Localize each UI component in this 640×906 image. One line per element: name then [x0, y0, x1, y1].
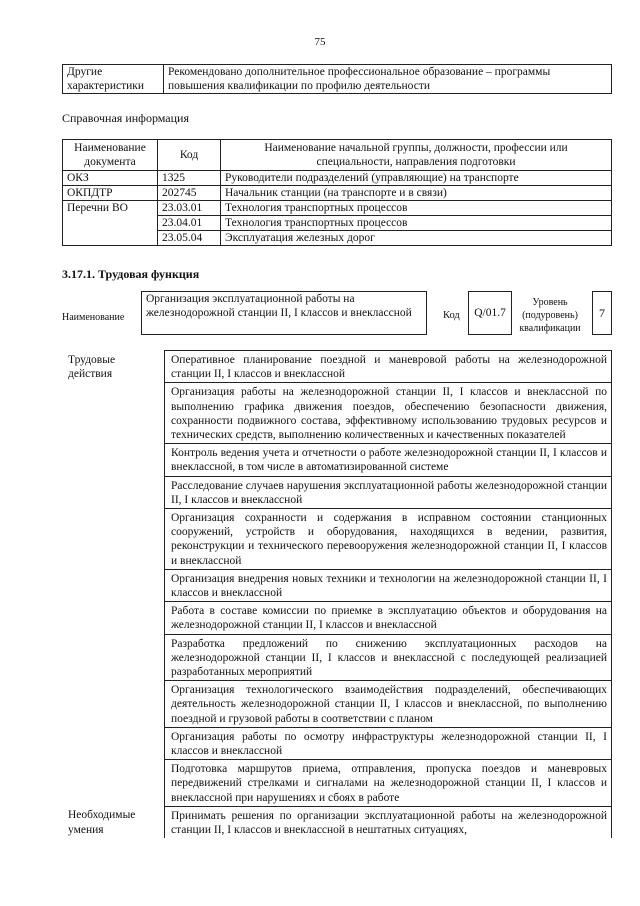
labor-action-item: Расследование случаев нарушения эксплуатационной работы железнодорожной станции II, I классов и внеклассной — [165, 476, 612, 508]
labor-action-item: Организация сохранности и содержания в исправном состоянии станционных сооружений, устройств и оборудования, находящихся в ведении, развития, реконструкции и технического перевооружения железнодорожной станции II, I классов и внеклассной — [165, 509, 612, 570]
table-header-row — [63, 140, 612, 171]
function-code-value: Q/01.7 — [468, 291, 512, 335]
labor-actions-table — [62, 350, 612, 838]
labor-actions-label: Трудовые действия — [62, 351, 165, 807]
ref-code: 1325 — [158, 171, 221, 186]
table-row — [63, 171, 612, 186]
labor-action-item: Подготовка маршрутов приема, отправления, пропуска поездов и маневровых передвижений стрелками и сигналами на железнодорожной станции II, I классов и внеклассной при нарушениях и сбоях в работе — [165, 760, 612, 807]
other-characteristics-value: Рекомендовано дополнительное профессиональное образование – программы повышения квалификации по профилю деятельности — [164, 65, 612, 94]
qualification-level-label: Уровень (подуровень) квалификации — [519, 297, 581, 334]
ref-name: Начальник станции (на транспорте и в связи) — [221, 186, 612, 201]
labor-action-item: Организация работы по осмотру инфраструктуры железнодорожной станции II, I классов и внеклассной — [165, 727, 612, 759]
table-row — [63, 65, 612, 94]
page-number: 75 — [314, 36, 326, 48]
ref-name: Технология транспортных процессов — [221, 216, 612, 231]
ref-name: Руководители подразделений (управляющие) на транспорте — [221, 171, 612, 186]
skill-item: Принимать решения по организации эксплуатационной работы на железнодорожной станции II, I классов и внеклассной в нештатных ситуациях, — [165, 806, 612, 838]
ref-code: 202745 — [158, 186, 221, 201]
labor-action-item: Организация технологического взаимодействия подразделений, обеспечивающих деятельность железнодорожной станции II, I классов и внеклассной, по выполнению поездной и грузовой работы в соответствии с планом — [165, 681, 612, 728]
labor-action-item: Контроль ведения учета и отчетности о работе железнодорожной станции II, I классов и внеклассной, в том числе в автоматизированной системе — [165, 444, 612, 476]
table-row — [63, 201, 612, 216]
table-row — [63, 186, 612, 201]
other-characteristics-table — [62, 64, 612, 94]
labor-action-item: Работа в составе комиссии по приемке в эксплуатацию объектов и оборудования на железнодорожной станции II, I классов и внеклассной — [165, 602, 612, 634]
labor-action-item: Разработка предложений по снижению эксплуатационных расходов на железнодорожной станции II, I классов и внеклассной с последующей реализацией разработанных мероприятий — [165, 634, 612, 681]
skills-label: Необходимые умения — [62, 806, 165, 838]
function-code-label: Код — [443, 310, 460, 321]
section-title: 3.17.1. Трудовая функция — [62, 267, 200, 281]
labor-action-item: Организация работы на железнодорожной станции II, I классов и внеклассной по выполнению графика движения поездов, обеспечению безопасности движения, сохранности подвижного состава, эффективному использованию трудовых ресурсов и технических средств, выполнению количественных и качественных показателей — [165, 383, 612, 444]
qualification-level-value: 7 — [592, 291, 612, 335]
function-name-label: Наименование — [62, 312, 125, 323]
other-characteristics-label: Другие характеристики — [63, 65, 164, 94]
ref-code: 23.05.04 — [158, 231, 221, 246]
table-row — [62, 806, 612, 838]
ref-name: Технология транспортных процессов — [221, 201, 612, 216]
header-name: Наименование начальной группы, должности, профессии или специальности, направления подготовки — [221, 140, 612, 171]
ref-doc: ОКЗ — [63, 171, 158, 186]
labor-action-item: Организация внедрения новых техники и технологии на железнодорожной станции II, I классов и внеклассной — [165, 569, 612, 601]
reference-table — [62, 139, 612, 246]
labor-action-item: Оперативное планирование поездной и маневровой работы на железнодорожной станции II, I классов и внеклассной — [165, 351, 612, 383]
function-name-value: Организация эксплуатационной работы на железнодорожной станции II, I классов и внеклассной — [141, 291, 427, 335]
header-document: Наименование документа — [63, 140, 158, 171]
ref-doc: ОКПДТР — [63, 186, 158, 201]
header-code: Код — [158, 140, 221, 171]
reference-title: Справочная информация — [62, 111, 189, 125]
ref-doc: Перечни ВО — [63, 201, 158, 246]
table-row — [62, 351, 612, 383]
ref-code: 23.04.01 — [158, 216, 221, 231]
ref-name: Эксплуатация железных дорог — [221, 231, 612, 246]
ref-code: 23.03.01 — [158, 201, 221, 216]
